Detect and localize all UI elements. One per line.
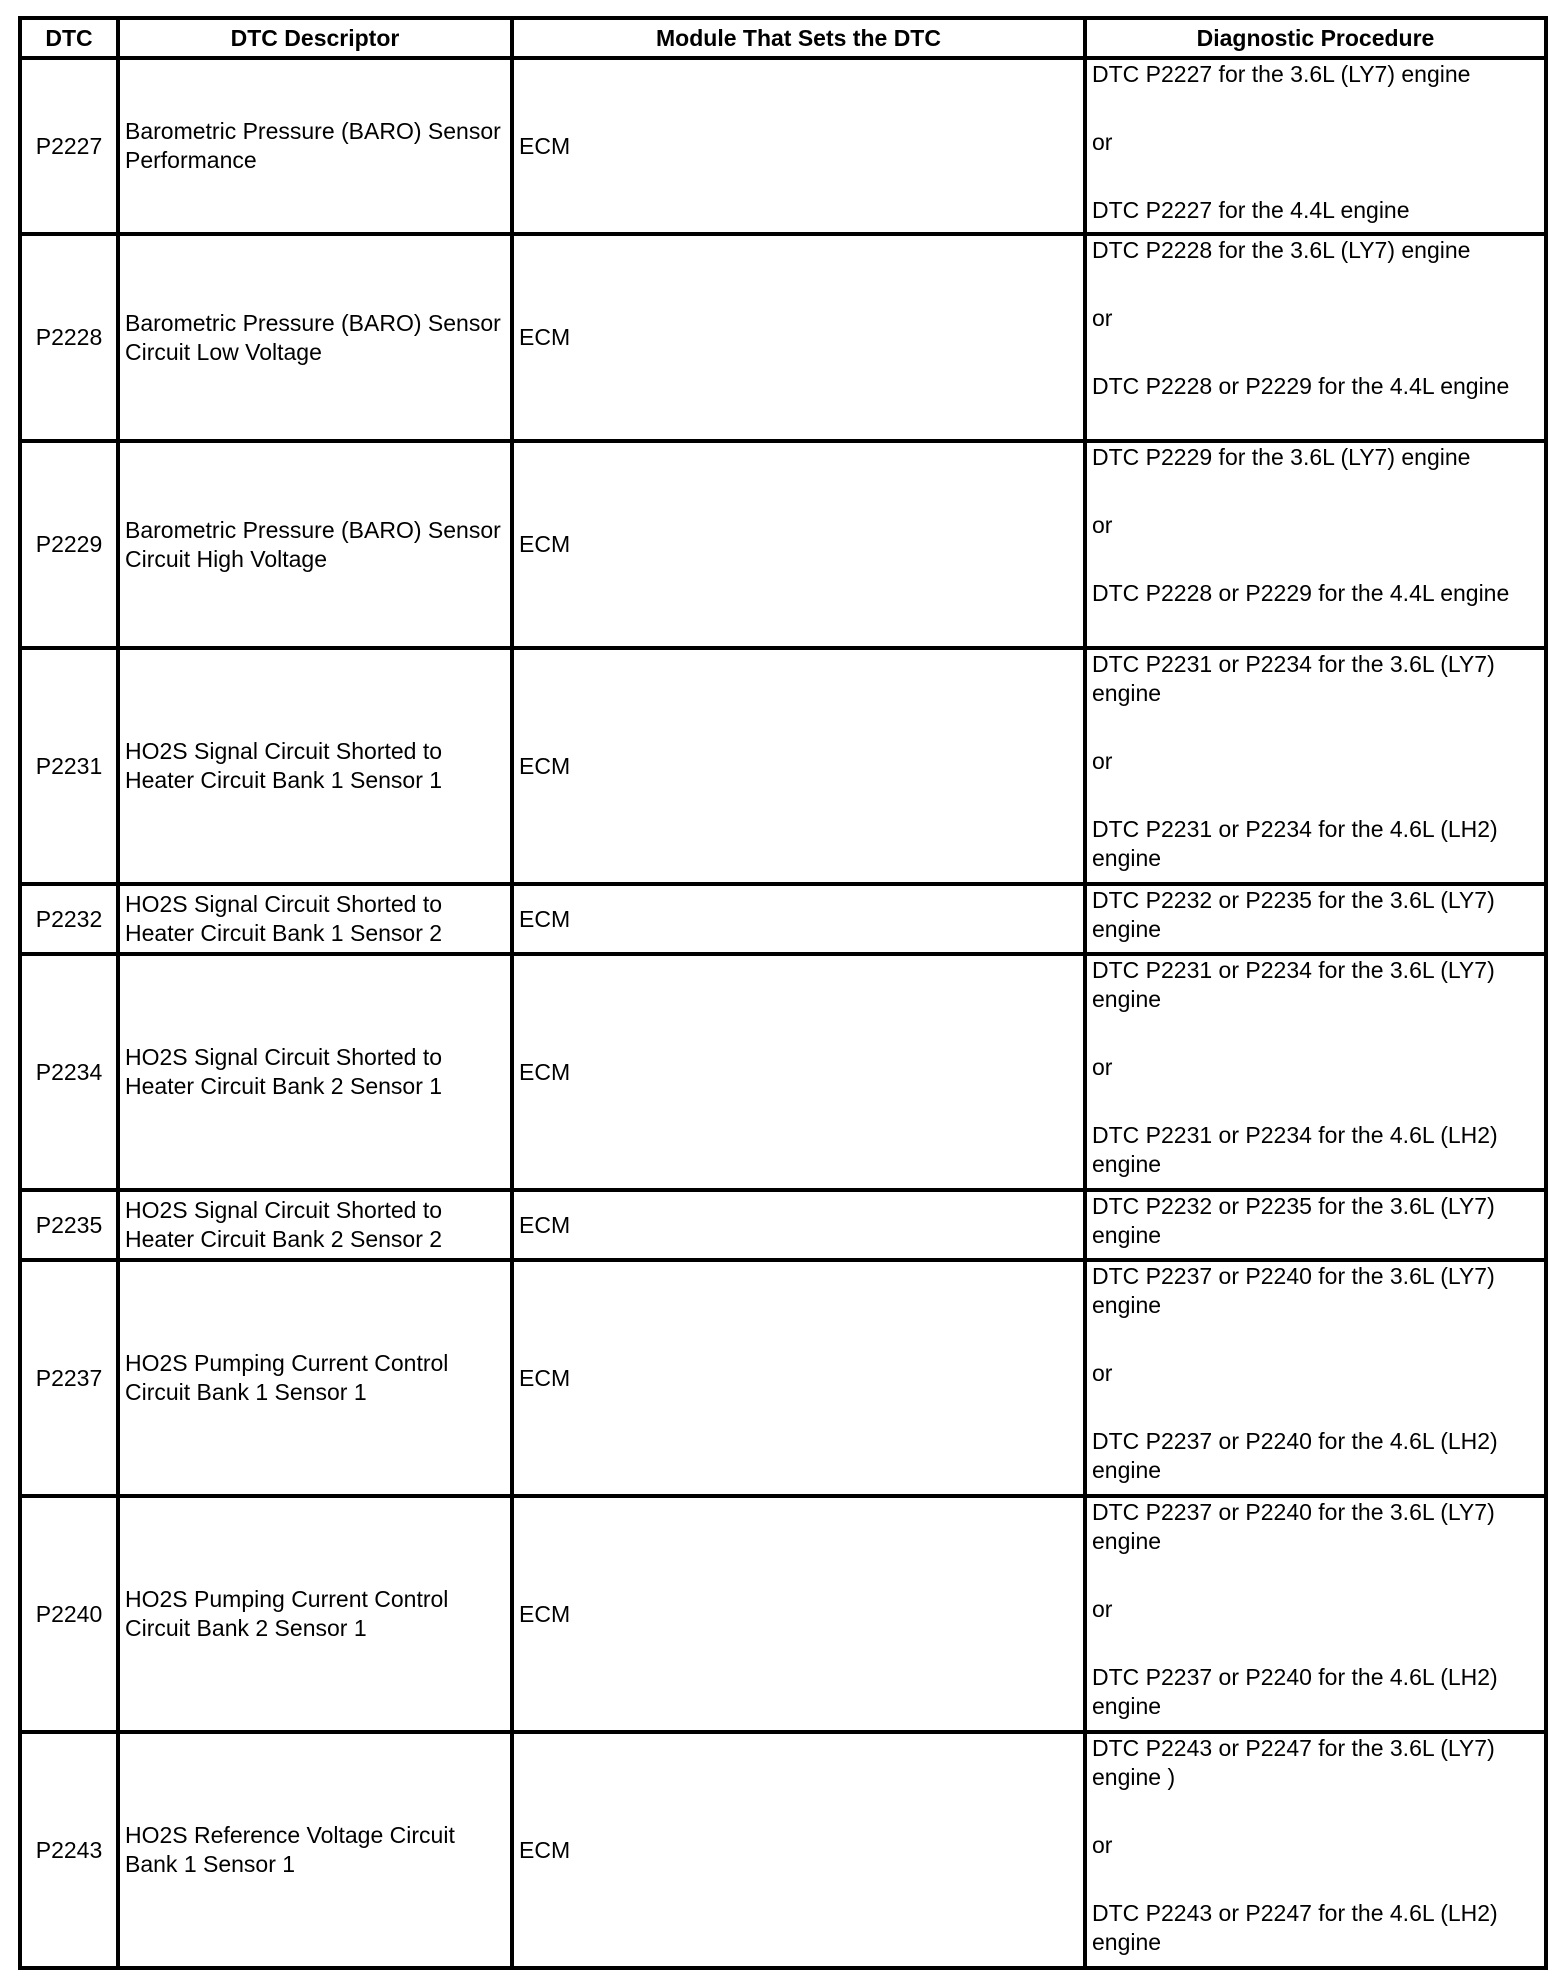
procedure-or: or bbox=[1092, 748, 1113, 774]
procedure-link[interactable]: DTC P2232 or P2235 for the 3.6L (LY7) engine bbox=[1092, 1193, 1495, 1248]
dtc-descriptor: HO2S Pumping Current Control Circuit Bank 2 Sensor 1 bbox=[118, 1496, 512, 1732]
dtc-descriptor: HO2S Signal Circuit Shorted to Heater Circuit Bank 2 Sensor 1 bbox=[118, 954, 512, 1190]
header-module: Module That Sets the DTC bbox=[512, 18, 1085, 58]
procedure-link[interactable]: DTC P2227 for the 3.6L (LY7) engine bbox=[1092, 61, 1471, 87]
diagnostic-procedure bbox=[1085, 441, 1546, 648]
procedure-link[interactable]: DTC P2228 for the 3.6L (LY7) engine bbox=[1092, 237, 1471, 263]
dtc-code: P2231 bbox=[20, 648, 118, 884]
module-name: ECM bbox=[512, 441, 1085, 648]
procedure-link[interactable]: DTC P2229 for the 3.6L (LY7) engine bbox=[1092, 444, 1471, 470]
procedure-or: or bbox=[1092, 1832, 1113, 1858]
diagnostic-procedure bbox=[1085, 1732, 1546, 1968]
diagnostic-procedure bbox=[1085, 1190, 1546, 1260]
module-name: ECM bbox=[512, 648, 1085, 884]
procedure-link[interactable]: DTC P2243 or P2247 for the 4.6L (LH2) engine bbox=[1092, 1900, 1498, 1955]
procedure-link[interactable]: DTC P2227 for the 4.4L engine bbox=[1092, 197, 1410, 223]
module-name: ECM bbox=[512, 58, 1085, 234]
diagnostic-procedure bbox=[1085, 1496, 1546, 1732]
module-name: ECM bbox=[512, 1260, 1085, 1496]
module-name: ECM bbox=[512, 234, 1085, 441]
dtc-descriptor: HO2S Reference Voltage Circuit Bank 1 Sensor 1 bbox=[118, 1732, 512, 1968]
procedure-link[interactable]: DTC P2232 or P2235 for the 3.6L (LY7) engine bbox=[1092, 887, 1495, 942]
procedure-link[interactable]: DTC P2228 or P2229 for the 4.4L engine bbox=[1092, 580, 1510, 606]
dtc-descriptor: Barometric Pressure (BARO) Sensor Circuit Low Voltage bbox=[118, 234, 512, 441]
procedure-link[interactable]: DTC P2237 or P2240 for the 3.6L (LY7) engine bbox=[1092, 1263, 1495, 1318]
procedure-link[interactable]: DTC P2231 or P2234 for the 4.6L (LH2) engine bbox=[1092, 1122, 1498, 1177]
procedure-link[interactable]: DTC P2231 or P2234 for the 3.6L (LY7) engine bbox=[1092, 651, 1495, 706]
diagnostic-procedure bbox=[1085, 58, 1546, 234]
procedure-link[interactable]: DTC P2237 or P2240 for the 4.6L (LH2) engine bbox=[1092, 1664, 1498, 1719]
header-dtc: DTC bbox=[20, 18, 118, 58]
module-name: ECM bbox=[512, 884, 1085, 954]
diagnostic-procedure bbox=[1085, 1260, 1546, 1496]
table-row bbox=[20, 234, 1546, 441]
procedure-or: or bbox=[1092, 512, 1113, 538]
procedure-link[interactable]: DTC P2228 or P2229 for the 4.4L engine bbox=[1092, 373, 1510, 399]
table-row bbox=[20, 1496, 1546, 1732]
dtc-code: P2234 bbox=[20, 954, 118, 1190]
dtc-descriptor: HO2S Pumping Current Control Circuit Bank 1 Sensor 1 bbox=[118, 1260, 512, 1496]
header-row bbox=[20, 18, 1546, 58]
table-row bbox=[20, 648, 1546, 884]
diagnostic-procedure bbox=[1085, 954, 1546, 1190]
dtc-descriptor: Barometric Pressure (BARO) Sensor Circuit High Voltage bbox=[118, 441, 512, 648]
dtc-descriptor: HO2S Signal Circuit Shorted to Heater Circuit Bank 2 Sensor 2 bbox=[118, 1190, 512, 1260]
table-row bbox=[20, 1260, 1546, 1496]
module-name: ECM bbox=[512, 954, 1085, 1190]
procedure-or: or bbox=[1092, 305, 1113, 331]
header-procedure: Diagnostic Procedure bbox=[1085, 18, 1546, 58]
procedure-or: or bbox=[1092, 1054, 1113, 1080]
dtc-code: P2243 bbox=[20, 1732, 118, 1968]
procedure-or: or bbox=[1092, 129, 1113, 155]
table-row bbox=[20, 884, 1546, 954]
dtc-document bbox=[18, 16, 1548, 1970]
table-row bbox=[20, 58, 1546, 234]
procedure-link[interactable]: DTC P2237 or P2240 for the 4.6L (LH2) engine bbox=[1092, 1428, 1498, 1483]
diagnostic-procedure bbox=[1085, 234, 1546, 441]
module-name: ECM bbox=[512, 1496, 1085, 1732]
procedure-link[interactable]: DTC P2231 or P2234 for the 4.6L (LH2) engine bbox=[1092, 816, 1498, 871]
dtc-code: P2229 bbox=[20, 441, 118, 648]
dtc-code: P2240 bbox=[20, 1496, 118, 1732]
procedure-link[interactable]: DTC P2231 or P2234 for the 3.6L (LY7) engine bbox=[1092, 957, 1495, 1012]
dtc-code: P2228 bbox=[20, 234, 118, 441]
procedure-link[interactable]: DTC P2237 or P2240 for the 3.6L (LY7) engine bbox=[1092, 1499, 1495, 1554]
dtc-code: P2232 bbox=[20, 884, 118, 954]
dtc-code: P2237 bbox=[20, 1260, 118, 1496]
table-row bbox=[20, 1190, 1546, 1260]
table-row bbox=[20, 954, 1546, 1190]
module-name: ECM bbox=[512, 1190, 1085, 1260]
diagnostic-procedure bbox=[1085, 648, 1546, 884]
module-name: ECM bbox=[512, 1732, 1085, 1968]
procedure-or: or bbox=[1092, 1596, 1113, 1622]
table-row bbox=[20, 441, 1546, 648]
table-row bbox=[20, 1732, 1546, 1968]
dtc-code: P2227 bbox=[20, 58, 118, 234]
dtc-descriptor: HO2S Signal Circuit Shorted to Heater Circuit Bank 1 Sensor 1 bbox=[118, 648, 512, 884]
dtc-descriptor: HO2S Signal Circuit Shorted to Heater Circuit Bank 1 Sensor 2 bbox=[118, 884, 512, 954]
procedure-or: or bbox=[1092, 1360, 1113, 1386]
procedure-link[interactable]: DTC P2243 or P2247 for the 3.6L (LY7) engine ) bbox=[1092, 1735, 1495, 1790]
header-descriptor: DTC Descriptor bbox=[118, 18, 512, 58]
diagnostic-procedure bbox=[1085, 884, 1546, 954]
dtc-descriptor: Barometric Pressure (BARO) Sensor Performance bbox=[118, 58, 512, 234]
dtc-table bbox=[18, 16, 1548, 1970]
dtc-code: P2235 bbox=[20, 1190, 118, 1260]
